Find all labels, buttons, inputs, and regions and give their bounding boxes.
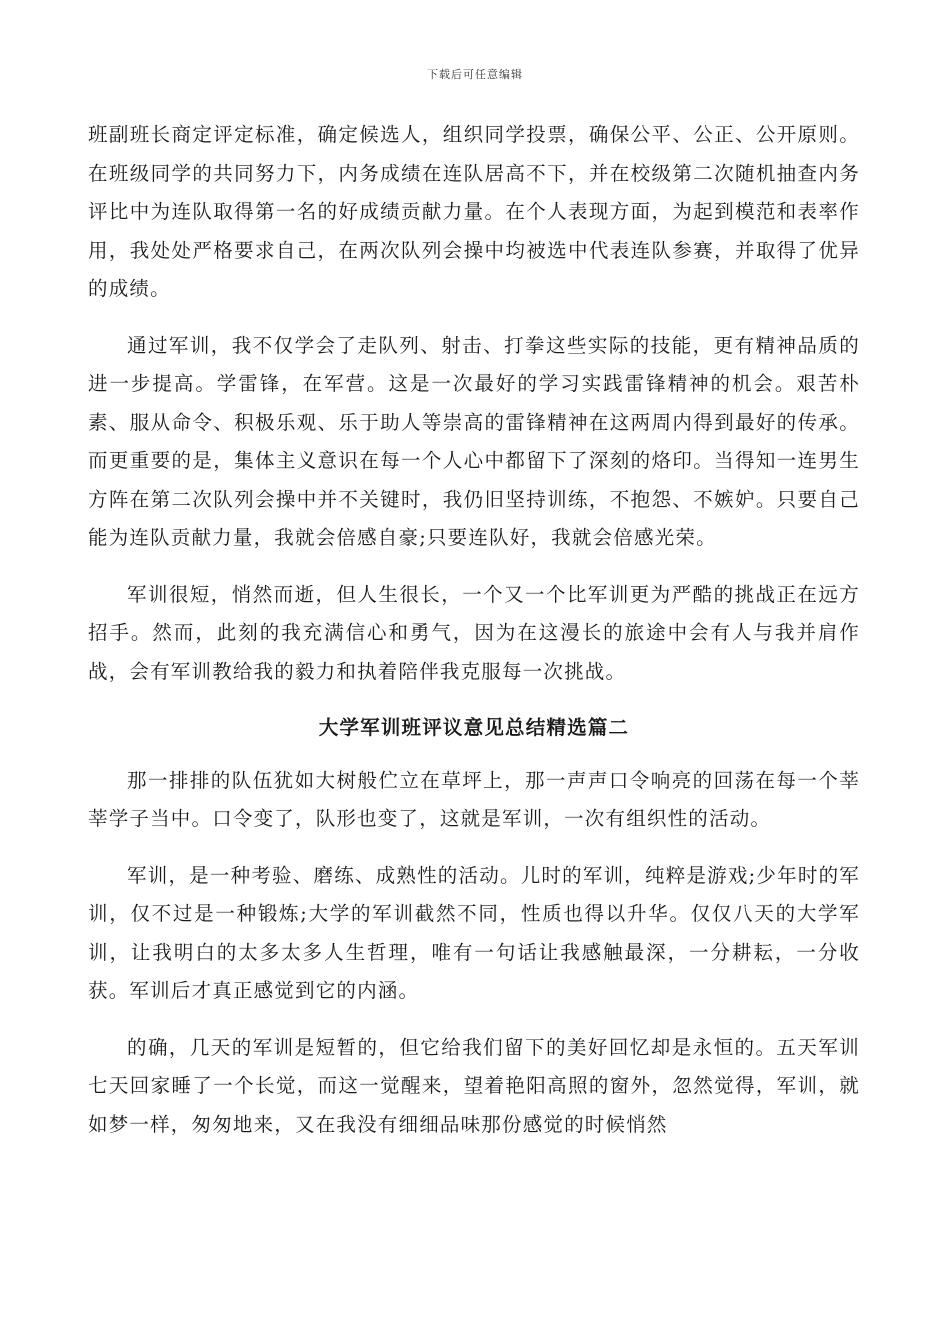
paragraph: 那一排排的队伍犹如大树般伫立在草坪上，那一声声口令响亮的回荡在每一个莘莘学子当中。口令变了，队形也变了，这就是军训，一次有组织性的活动。 — [88, 768, 860, 830]
document-body — [88, 116, 860, 1162]
paragraph: 的确，几天的军训是短暂的，但它给我们留下的美好回忆却是永恒的。五天军训七天回家睡了一个长觉，而这一觉醒来，望着艳阳高照的窗外，忽然觉得，军训，就如梦一样，匆匆地来，又在我没有细细品味那份感觉的时候悄然 — [88, 1035, 860, 1136]
paragraph: 军训很短，悄然而逝，但人生很长，一个又一个比军训更为严酷的挑战正在远方招手。然而，此刻的我充满信心和勇气，因为在这漫长的旅途中会有人与我并肩作战，会有军训教给我的毅力和执着陪伴我克服每一次挑战。 — [88, 582, 860, 683]
paragraph: 班副班长商定评定标准，确定候选人，组织同学投票，确保公平、公正、公开原则。在班级同学的共同努力下，内务成绩在连队居高不下，并在校级第二次随机抽查内务评比中为连队取得第一名的好成绩贡献力量。在个人表现方面，为起到模范和表率作用，我处处严格要求自己，在两次队列会操中均被选中代表连队参赛，并取得了优异的成绩。 — [88, 123, 860, 300]
paragraph: 军训，是一种考验、磨练、成熟性的活动。儿时的军训，纯粹是游戏;少年时的军训，仅不过是一种锻炼;大学的军训截然不同，性质也得以升华。仅仅八天的大学军训，让我明白的太多太多人生哲理，唯有一句话让我感触最深，一分耕耘，一分收获。军训后才真正感觉到它的内涵。 — [88, 863, 860, 1002]
section-title: 大学军训班评议意见总结精选篇二 — [318, 716, 630, 739]
page-header: 下载后可任意编辑 — [427, 68, 523, 81]
paragraph: 通过军训，我不仅学会了走队列、射击、打拳这些实际的技能，更有精神品质的进一步提高。学雷锋，在军营。这是一次最好的学习实践雷锋精神的机会。艰苦朴素、服从命令、积极乐观、乐于助人等崇高的雷锋精神在这两周内得到最好的传承。而更重要的是，集体主义意识在每一个人心中都留下了深刻的烙印。当得知一连男生方阵在第二次队列会操中并不关键时，我仍旧坚持训练，不抱怨、不嫉妒。只要自己能为连队贡献力量，我就会倍感自豪;只要连队好，我就会倍感光荣。 — [88, 333, 860, 549]
